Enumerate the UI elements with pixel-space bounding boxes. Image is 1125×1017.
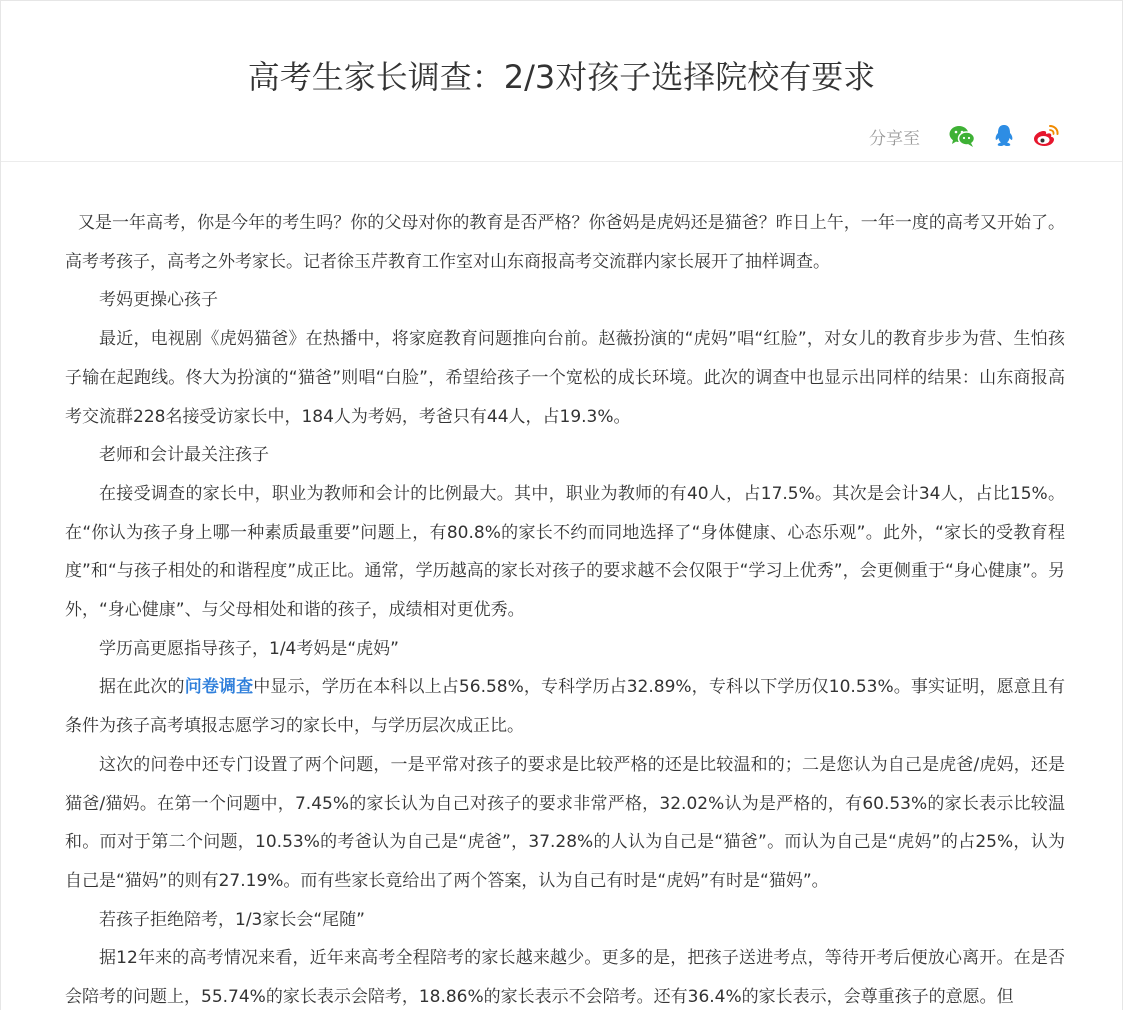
qq-icon[interactable] <box>990 122 1018 150</box>
article-paragraph: 最近，电视剧《虎妈猫爸》在热播中，将家庭教育问题推向台前。赵薇扮演的“虎妈”唱“红脸”，对女儿的教育步步为营、生怕孩子输在起跑线。佟大为扮演的“猫爸”则唱“白脸”，希望给孩子一个宽松的成长环境。此次的调查中也显示出同样的结果：山东商报高考交流群228名接受访家长中，184人为考妈，考爸只有44人，占19.3%。 <box>65 329 1065 427</box>
article-paragraph: 据12年来的高考情况来看，近年来高考全程陪考的家长越来越少。更多的是，把孩子送进考点，等待开考后便放心离开。在是否会陪考的问题上，55.74%的家长表示会陪考，18.86%的家长表示不会陪考。还有36.4%的家长表示，会尊重孩子的意愿。但 <box>65 948 1065 1008</box>
paragraph-text: 据在此次的 <box>99 677 185 698</box>
article-paragraph: 这次的问卷中还专门设置了两个问题，一是平常对孩子的要求是比较严格的还是比较温和的；二是您认为自己是虎爸/虎妈，还是猫爸/猫妈。在第一个问题中，7.45%的家长认为自己对孩子的要求非常严格，32.02%认为是严格的，有60.53%的家长表示比较温和。而对于第二个问题，10.53%的考爸认为自己是“虎爸”，37.28%的人认为自己是“猫爸”。而认为自己是“虎妈”的占25%，认为自己是“猫妈”的则有27.19%。而有些家长竟给出了两个答案，认为自己有时是“虎妈”有时是“猫妈”。 <box>65 754 1065 891</box>
article-paragraph <box>65 668 1065 745</box>
section-heading: 若孩子拒绝陪考，1/3家长会“尾随” <box>99 909 365 930</box>
weibo-icon[interactable] <box>1032 122 1060 150</box>
share-bar <box>869 121 1060 151</box>
section-heading: 学历高更愿指导孩子，1/4考妈是“虎妈” <box>99 638 399 659</box>
wechat-icon[interactable] <box>948 122 976 150</box>
article-body <box>65 204 1065 1017</box>
article-paragraph: 又是一年高考，你是今年的考生吗？你的父母对你的教育是否严格？你爸妈是虎妈还是猫爸？昨日上午，一年一度的高考又开始了。高考考孩子，高考之外考家长。记者徐玉芹教育工作室对山东商报高考交流群内家长展开了抽样调查。 <box>65 213 1065 272</box>
share-label: 分享至 <box>869 128 920 149</box>
article-paragraph: 在接受调查的家长中，职业为教师和会计的比例最大。其中，职业为教师的有40人，占17.5%。其次是会计34人，占比15%。在“你认为孩子身上哪一种素质最重要”问题上，有80.8%的家长不约而同地选择了“身体健康、心态乐观”。此外，“家长的受教育程度”和“与孩子相处的和谐程度”成正比。通常，学历越高的家长对孩子的要求越不会仅限于“学习上优秀”，会更侧重于“身心健康”。另外，“身心健康”、与父母相处和谐的孩子，成绩相对更优秀。 <box>65 483 1065 621</box>
paragraph-text: 中显示，学历在本科以上占56.58%，专科学历占32.89%，专科以下学历仅10.53%。事实证明，愿意且有条件为孩子高考填报志愿学习的家长中，与学历层次成正比。 <box>65 677 1066 737</box>
article-header <box>1 1 1122 162</box>
section-heading: 考妈更操心孩子 <box>99 290 218 311</box>
questionnaire-link[interactable]: 问卷调查 <box>184 677 254 698</box>
page-title: 高考生家长调查：2/3对孩子选择院校有要求 <box>247 58 876 96</box>
section-heading: 老师和会计最关注孩子 <box>99 445 269 466</box>
